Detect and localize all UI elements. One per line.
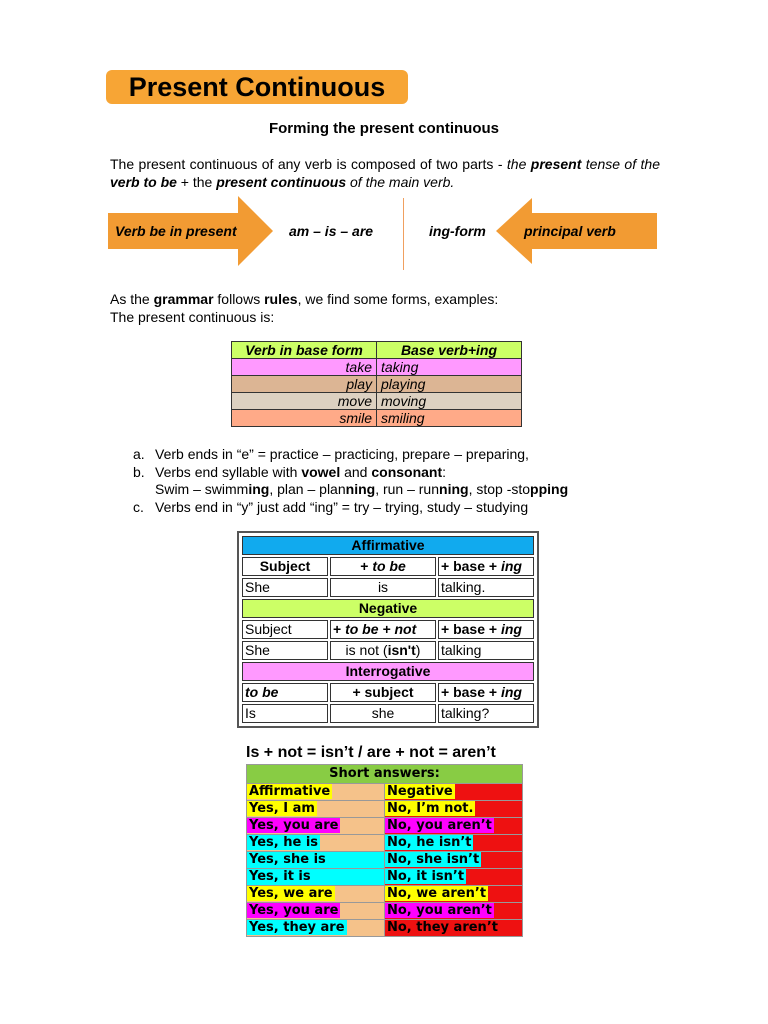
arrow-mid-left-label: am – is – are [289,223,374,239]
table-row: Is she talking? [242,704,534,723]
contraction-rule: Is + not = isn’t / are + not = aren’t [246,744,496,761]
arrow-left-label: Verb be in present [115,223,237,239]
intro-paragraph: The present continuous of any verb is composed of two parts - the present tense of the verb to be + the present continuous of the main verb. [110,156,660,190]
ing-verb-cell: playing [377,376,522,393]
arrow-right-label: principal verb [524,223,616,239]
list-item: a. Verb ends in “e” = practice – practicing, prepare – preparing, [133,446,529,462]
table-row [232,359,522,376]
list-item: Swim – swimming, plan – planning, run – running, stop -stopping [155,481,569,497]
divider-line [403,198,404,270]
ing-verb-cell: taking [377,359,522,376]
ing-verb-cell: moving [377,393,522,410]
table-row: Subject + to be + not + base + ing [242,620,534,639]
table-row: Yes, I am No, I’m not. [247,801,523,818]
verb-table-header [232,342,522,359]
table-row: Yes, we are No, we aren’t [247,886,523,903]
base-verb-cell: take [232,359,377,376]
short-answers-table [246,764,523,937]
table-row: Yes, it is No, it isn’t [247,869,523,886]
base-verb-cell: move [232,393,377,410]
table-row: Yes, you are No, you aren’t [247,903,523,920]
table-row: Yes, you are No, you aren’t [247,818,523,835]
list-item: c. Verbs end in “y” just add “ing” = try – trying, study – studying [133,498,529,515]
table-row: She is talking. [242,578,534,597]
arrow-mid-right-label: ing-form [429,223,486,239]
table-row: Subject + to be + base + ing [242,557,534,576]
header-base-form: Verb in base form [232,342,377,359]
table-row: Yes, they are No, they aren’t [247,920,523,937]
table-row: Yes, she is No, she isn’t [247,852,523,869]
table-row: She is not (isn't) talking [242,641,534,660]
table-row: Yes, he is No, he isn’t [247,835,523,852]
verb-table [231,341,522,427]
table-row [232,393,522,410]
band-interrogative: Interrogative [242,662,534,681]
table-row [232,410,522,427]
grammar-table [237,531,539,728]
table-row [232,376,522,393]
table-row: to be + subject + base + ing [242,683,534,702]
section-subtitle: Forming the present continuous [268,120,499,137]
base-verb-cell: smile [232,410,377,427]
header-ing-form: Base verb+ing [377,342,522,359]
short-answers-header: Short answers: [247,765,523,784]
page-title: Present Continuous [106,70,408,104]
table-row: Affirmative Negative [247,784,523,801]
lead-paragraph: As the grammar follows rules, we find some forms, examples: The present continuous is: [110,291,499,325]
base-verb-cell: play [232,376,377,393]
list-item: b. Verbs end syllable with vowel and consonant: [133,463,447,480]
spelling-rules-list [133,446,568,516]
band-affirmative: Affirmative [242,536,534,555]
band-negative: Negative [242,599,534,618]
ing-verb-cell: smiling [377,410,522,427]
